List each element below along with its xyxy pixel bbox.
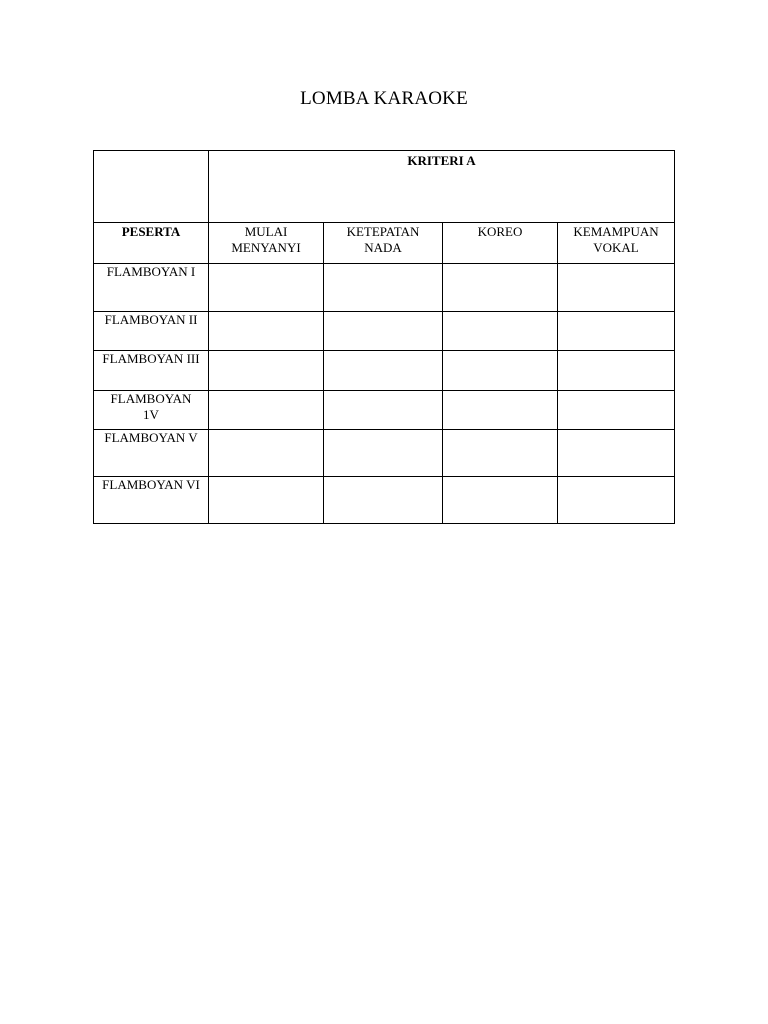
score-cell[interactable]	[443, 430, 558, 477]
score-cell[interactable]	[324, 391, 443, 430]
score-cell[interactable]	[324, 430, 443, 477]
document-title: LOMBA KARAOKE	[300, 88, 468, 109]
score-cell[interactable]	[443, 312, 558, 351]
kriteria-header-cell	[209, 151, 675, 223]
table-row	[94, 264, 675, 312]
score-cell[interactable]	[209, 391, 324, 430]
score-cell[interactable]	[558, 477, 675, 524]
participant-cell	[94, 430, 209, 477]
score-cell[interactable]	[443, 391, 558, 430]
score-cell[interactable]	[324, 312, 443, 351]
participant-cell	[94, 391, 209, 430]
table-row	[94, 430, 675, 477]
criteria-header-ketepatan-nada: KETEPATAN NADA	[346, 224, 420, 255]
criteria-header-cell	[324, 223, 443, 264]
table-row	[94, 312, 675, 351]
criteria-header-cell	[558, 223, 675, 264]
score-cell[interactable]	[209, 312, 324, 351]
participant-name: FLAMBOYAN VI	[102, 477, 200, 492]
score-cell[interactable]	[558, 264, 675, 312]
participant-name: FLAMBOYAN III	[102, 351, 200, 366]
score-cell[interactable]	[324, 477, 443, 524]
column-header-row	[94, 223, 675, 264]
participant-cell	[94, 351, 209, 391]
score-cell[interactable]	[443, 477, 558, 524]
criteria-header-kemampuan-vokal: KEMAMPUAN VOKAL	[573, 224, 659, 255]
participant-cell	[94, 264, 209, 312]
criteria-header-cell	[209, 223, 324, 264]
score-cell[interactable]	[209, 264, 324, 312]
score-cell[interactable]	[558, 391, 675, 430]
score-cell[interactable]	[209, 477, 324, 524]
score-cell[interactable]	[324, 264, 443, 312]
score-cell[interactable]	[558, 430, 675, 477]
criteria-header-koreo: KOREO	[477, 224, 523, 239]
participant-cell	[94, 312, 209, 351]
score-cell[interactable]	[558, 312, 675, 351]
participant-name: FLAMBOYAN 1V	[110, 391, 192, 422]
score-cell[interactable]	[324, 351, 443, 391]
criteria-header-mulai-menyanyi: MULAI MENYANYI	[231, 224, 301, 255]
table-row	[94, 351, 675, 391]
score-cell[interactable]	[209, 351, 324, 391]
kriteria-header-row	[94, 151, 675, 223]
peserta-header: PESERTA	[94, 223, 209, 264]
participant-name: FLAMBOYAN I	[106, 264, 196, 279]
criteria-header-cell	[443, 223, 558, 264]
table-row	[94, 477, 675, 524]
table-row	[94, 391, 675, 430]
score-cell[interactable]	[443, 351, 558, 391]
participant-cell	[94, 477, 209, 524]
kriteria-label: KRITERI A	[407, 153, 476, 168]
score-cell[interactable]	[558, 351, 675, 391]
scoring-table	[93, 150, 675, 524]
participant-name: FLAMBOYAN V	[104, 430, 198, 445]
score-cell[interactable]	[443, 264, 558, 312]
empty-corner-cell	[94, 151, 209, 223]
participant-name: FLAMBOYAN II	[104, 312, 198, 327]
score-cell[interactable]	[209, 430, 324, 477]
